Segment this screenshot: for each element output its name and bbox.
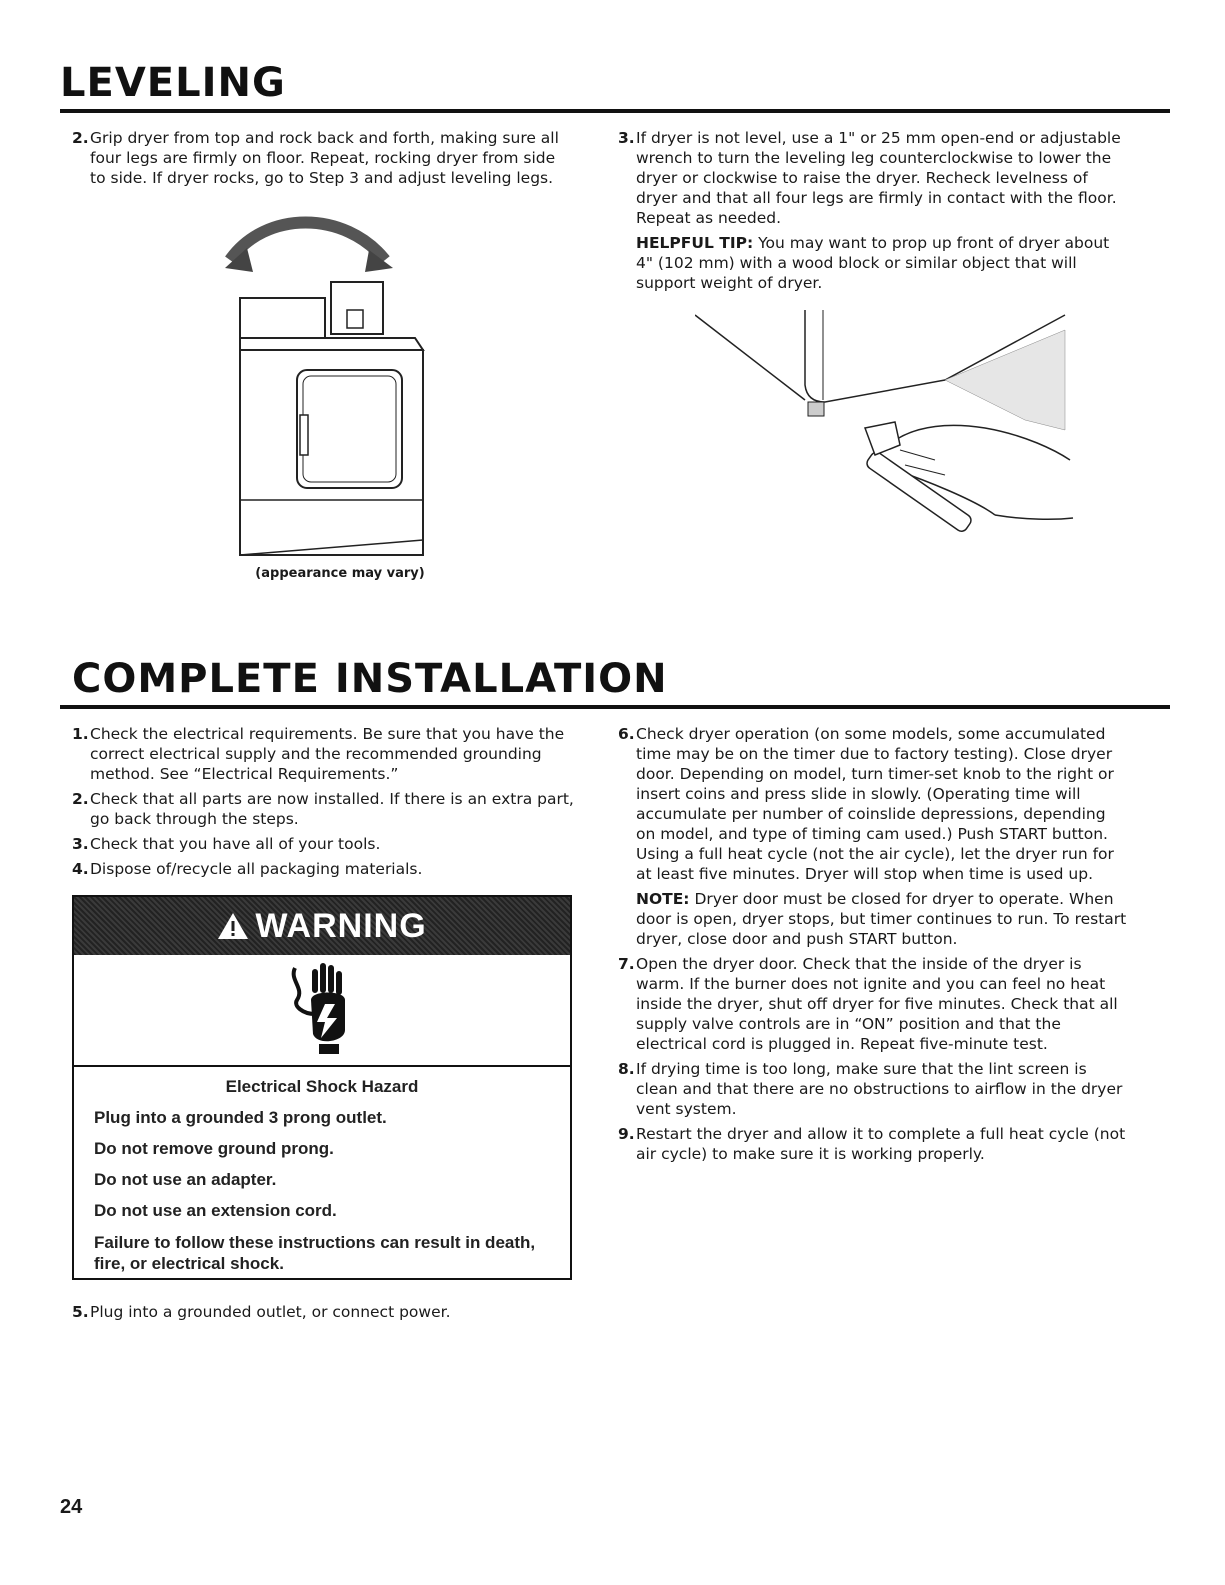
warning-line: Do not use an adapter. bbox=[94, 1170, 277, 1189]
warning-line: Do not remove ground prong. bbox=[94, 1139, 334, 1158]
helpful-tip bbox=[618, 233, 1128, 293]
tip-label: HELPFUL TIP: bbox=[636, 234, 754, 252]
step-text: Check that all parts are now installed. If there is an extra part, go back through the steps. bbox=[90, 790, 574, 828]
complete-step-2 bbox=[72, 789, 577, 829]
warning-title: WARNING bbox=[255, 906, 427, 945]
figure-caption: (appearance may vary) bbox=[255, 566, 425, 581]
dryer-rocking-illustration bbox=[225, 210, 455, 560]
leveling-step-2 bbox=[72, 128, 572, 188]
tip-text: You may want to prop up front of dryer about 4" (102 mm) with a wood block or similar object that will support weight of dryer. bbox=[636, 234, 1110, 292]
complete-step-5-wrap bbox=[72, 1302, 577, 1327]
step-number: 4. bbox=[72, 860, 89, 878]
leveling-title: LEVELING bbox=[60, 60, 286, 106]
shock-hazard-icon bbox=[74, 955, 570, 1065]
step-number: 7. bbox=[618, 955, 635, 973]
complete-step-7 bbox=[618, 954, 1128, 1054]
complete-step-6 bbox=[618, 724, 1128, 884]
complete-step-8 bbox=[618, 1059, 1128, 1119]
note bbox=[618, 889, 1128, 949]
complete-step-3 bbox=[72, 834, 577, 854]
step-text: If drying time is too long, make sure that the lint screen is clean and that there are no obstructions to airflow in the dryer vent system. bbox=[636, 1060, 1123, 1118]
step-number: 6. bbox=[618, 725, 635, 743]
step-text: Plug into a grounded outlet, or connect power. bbox=[90, 1303, 451, 1321]
warning-triangle-icon bbox=[217, 912, 249, 940]
step-text: If dryer is not level, use a 1" or 25 mm open-end or adjustable wrench to turn the leveling leg counterclockwise to lower the dryer or clockwise to raise the dryer. Recheck levelness of dryer and that all four legs are firmly in contact with the floor. Repeat as needed. bbox=[636, 129, 1121, 227]
leveling-step-3 bbox=[618, 128, 1128, 228]
step-text: Open the dryer door. Check that the inside of the dryer is warm. If the burner does not ignite and you can feel no heat inside the dryer, shut off dryer for five minutes. Check that all supply valve controls are in “ON” position and that the electrical cord is plugged in. Repeat five-minute test. bbox=[636, 955, 1118, 1053]
warning-line: Do not use an extension cord. bbox=[94, 1201, 337, 1220]
warning-line: Failure to follow these instructions can result in death, fire, or electrical shock. bbox=[94, 1233, 536, 1273]
step-number: 8. bbox=[618, 1060, 635, 1078]
complete-step-4 bbox=[72, 859, 577, 879]
step-number: 3. bbox=[72, 835, 89, 853]
warning-line: Plug into a grounded 3 prong outlet. bbox=[94, 1108, 387, 1127]
step-number: 3. bbox=[618, 129, 635, 147]
step-text: Check the electrical requirements. Be sure that you have the correct electrical supply and the recommended grounding method. See “Electrical Requirements.” bbox=[90, 725, 565, 783]
complete-left-column bbox=[72, 724, 577, 884]
step-text: Check dryer operation (on some models, some accumulated time may be on the timer due to factory testing). Close dryer door. Depending on model, turn timer-set knob to the right or insert coins and press slide in slowly. (Operating time will accumulate per number of coinslide depressions, depending on model, and type of timing cam used.) Push START button. Using a full heat cycle (not the air cycle), let the dryer run for at least five minutes. Dryer will stop when time is used up. bbox=[636, 725, 1114, 883]
step-text: Check that you have all of your tools. bbox=[90, 835, 381, 853]
step-text: Grip dryer from top and rock back and forth, making sure all four legs are firmly on floor. Repeat, rocking dryer from side to side. If dryer rocks, go to Step 3 and adjust leveling legs. bbox=[90, 129, 559, 187]
hazard-title: Electrical Shock Hazard bbox=[225, 1077, 419, 1096]
step-number: 2. bbox=[72, 129, 89, 147]
complete-installation-rule bbox=[60, 705, 1170, 709]
note-label: NOTE: bbox=[636, 890, 690, 908]
warning-box bbox=[72, 895, 572, 1280]
complete-right-column bbox=[618, 724, 1128, 1169]
complete-step-9 bbox=[618, 1124, 1128, 1164]
leveling-rule bbox=[60, 109, 1170, 113]
leveling-left-column bbox=[72, 128, 572, 193]
step-number: 1. bbox=[72, 725, 89, 743]
complete-step-5 bbox=[72, 1302, 577, 1322]
note-text: Dryer door must be closed for dryer to operate. When door is open, dryer stops, but timer continues to run. To restart dryer, close door and push START button. bbox=[636, 890, 1127, 948]
warning-header bbox=[74, 897, 570, 955]
step-number: 9. bbox=[618, 1125, 635, 1143]
step-number: 2. bbox=[72, 790, 89, 808]
leveling-right-column bbox=[618, 128, 1128, 298]
warning-body bbox=[74, 1067, 570, 1274]
complete-step-1 bbox=[72, 724, 577, 784]
page-number: 24 bbox=[60, 1496, 83, 1518]
step-text: Restart the dryer and allow it to complete a full heat cycle (not air cycle) to make sure it is working properly. bbox=[636, 1125, 1126, 1163]
step-number: 5. bbox=[72, 1303, 89, 1321]
step-text: Dispose of/recycle all packaging materials. bbox=[90, 860, 423, 878]
complete-installation-title: COMPLETE INSTALLATION bbox=[72, 656, 668, 702]
wrench-leveling-leg-illustration bbox=[695, 310, 1075, 540]
